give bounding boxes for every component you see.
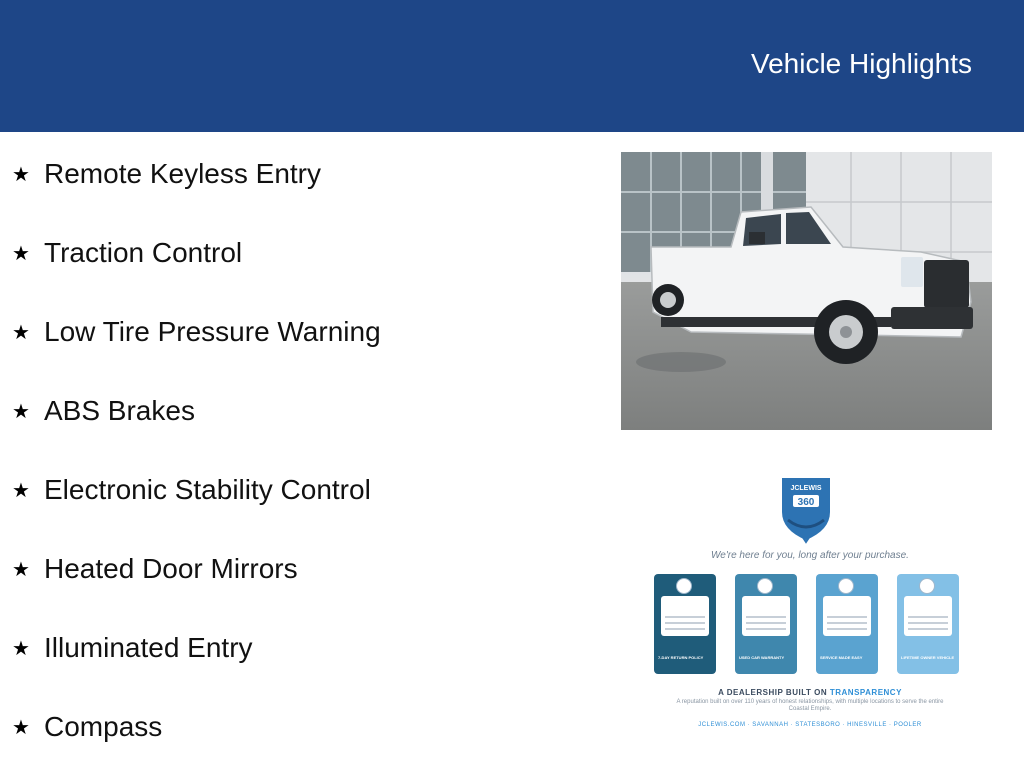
- promo-heading: [640, 688, 980, 697]
- card-text-area: [742, 596, 790, 636]
- card-service-made-easy: [816, 574, 878, 674]
- list-item: [12, 154, 321, 194]
- promo-subtext: A reputation built on over 110 years of honest relationships, with multiple locations to serve the entire Coastal Empire.: [676, 699, 944, 712]
- promo-links: JCLEWIS.COM · SAVANNAH · STATESBORO · HINESVILLE · POOLER: [698, 722, 922, 728]
- card-lifetime-owner: [897, 574, 959, 674]
- list-item: [12, 233, 242, 273]
- feature-label: Low Tire Pressure Warning: [44, 316, 381, 347]
- card-used-car-warranty: [735, 574, 797, 674]
- star-icon: ★: [12, 716, 30, 739]
- promo-tagline: We're here for you, long after your purchase.: [711, 550, 909, 561]
- star-icon: ★: [12, 637, 30, 660]
- list-item: [12, 549, 298, 589]
- badge-brand: JCLEWIS: [790, 485, 822, 492]
- promo-heading-accent: TRANSPARENCY: [829, 688, 902, 697]
- card-label: USED CAR WARRANTY: [739, 655, 785, 660]
- feature-label: Traction Control: [44, 237, 243, 268]
- card-label: LIFETIME OWNER VEHICLE: [901, 655, 955, 660]
- card-text-area: [661, 596, 709, 636]
- list-item: [12, 470, 371, 510]
- list-item: [12, 312, 381, 352]
- card-text-area: [823, 596, 871, 636]
- badge-number: 360: [797, 497, 815, 508]
- star-icon: ★: [12, 163, 30, 186]
- promo-heading-prefix: A DEALERSHIP BUILT ON: [718, 688, 828, 697]
- card-text-area: [904, 596, 952, 636]
- card-7-day-return: [654, 574, 716, 674]
- feature-label: ABS Brakes: [44, 395, 195, 426]
- feature-label: Electronic Stability Control: [44, 474, 371, 505]
- feature-label: Heated Door Mirrors: [44, 553, 298, 584]
- star-icon: ★: [12, 558, 30, 581]
- star-icon: ★: [12, 242, 30, 265]
- star-icon: ★: [12, 400, 30, 423]
- vehicle-photo: [621, 152, 992, 430]
- car-icon: [838, 578, 854, 594]
- dealership-promo: [640, 470, 980, 740]
- pickup-truck-image: [621, 152, 992, 430]
- dollar-icon: [676, 578, 692, 594]
- header-banner: [0, 0, 1024, 132]
- list-item: [12, 628, 253, 668]
- award-icon: [757, 578, 773, 594]
- page-title: Vehicle Highlights: [750, 48, 972, 79]
- list-item: [12, 707, 162, 747]
- feature-label: Compass: [44, 711, 163, 742]
- star-icon: ★: [12, 321, 30, 344]
- star-icon: ★: [12, 479, 30, 502]
- shield-badge-icon: [776, 472, 836, 544]
- feature-label: Remote Keyless Entry: [44, 158, 321, 189]
- card-label: 7-DAY RETURN POLICY: [658, 655, 704, 660]
- document-icon: [919, 578, 935, 594]
- feature-label: Illuminated Entry: [44, 632, 253, 663]
- card-label: SERVICE MADE EASY: [820, 655, 863, 660]
- list-item: [12, 391, 195, 431]
